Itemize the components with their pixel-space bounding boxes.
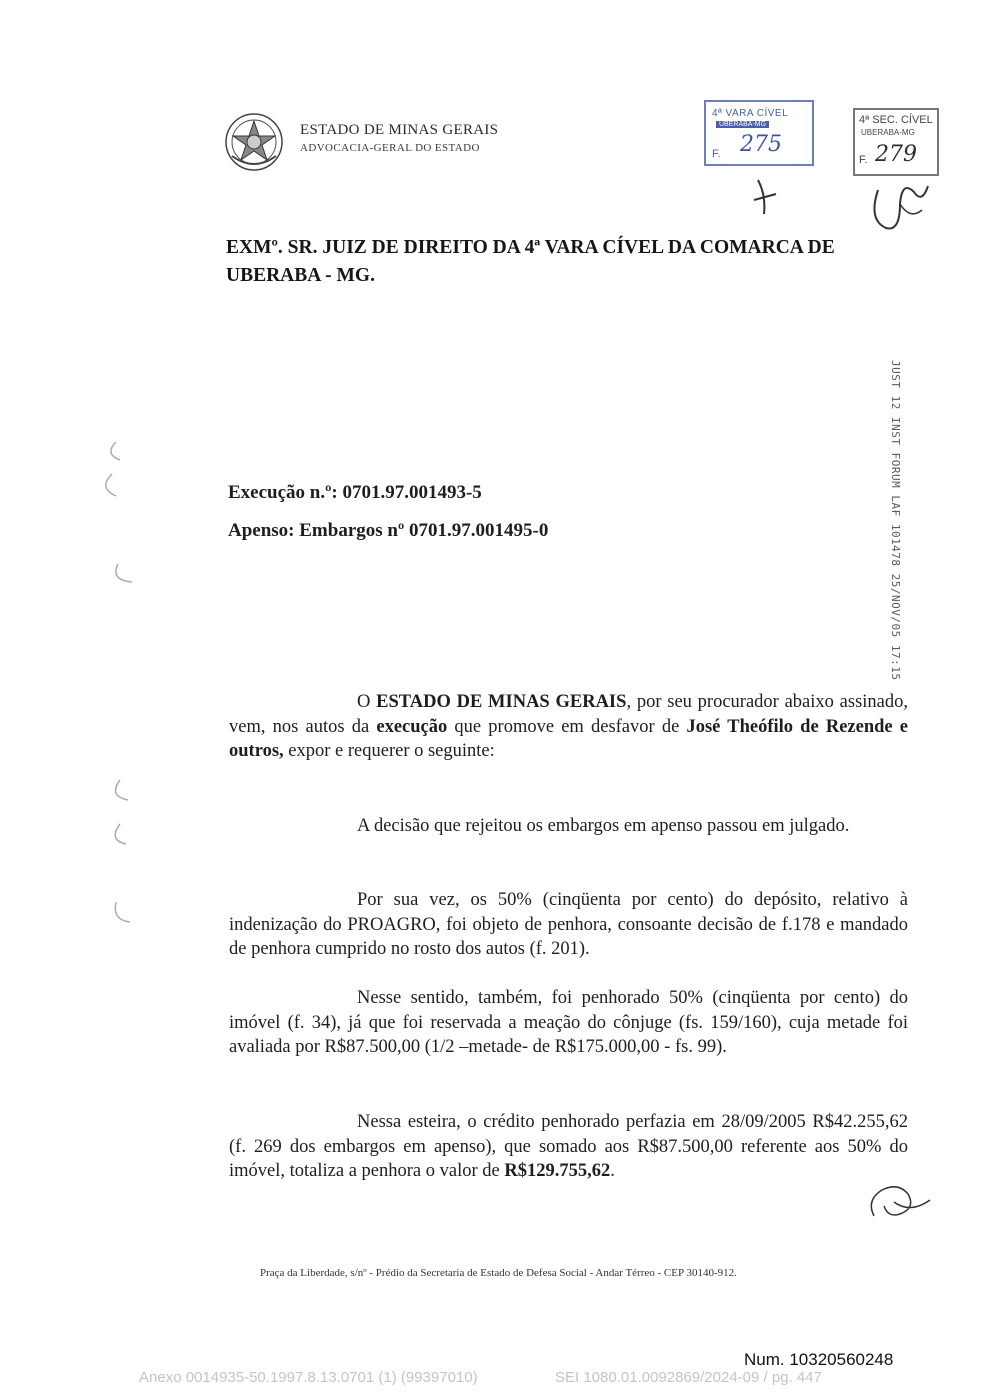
stamp-city: UBERABA-MG: [716, 121, 769, 128]
attachment-value: 0701.97.001495-0: [409, 520, 549, 541]
defendant-name: José Theófilo de Rezende e outros,: [229, 716, 908, 761]
execution-value: 0701.97.001493-5: [342, 482, 482, 503]
stamp-title: 4ª SEC. CÍVEL: [859, 114, 933, 126]
annex-reference: Anexo 0014935-50.1997.8.13.0701 (1) (99397010): [139, 1369, 478, 1386]
paragraph-total: Nessa esteira, o crédito penhorado perfazia em 28/09/2005 R$42.255,62 (f. 269 dos embargos em apenso), que somado aos R$87.500,00 referente aos 50% do imóvel, totaliza a penhora o valor de R$129.755,62.: [229, 1112, 908, 1181]
paragraph-intro: O ESTADO DE MINAS GERAIS, por seu procurador abaixo assinado, vem, nos autos da execução que promove em desfavor de José Theófilo de Rezende e outros, expor e requerer o seguinte:: [229, 692, 908, 761]
court-stamp-left: [704, 100, 814, 166]
handwritten-initials: [750, 170, 940, 240]
stamp-folio-label: F.: [712, 148, 721, 160]
letterhead-subtitle: ADVOCACIA-GERAL DO ESTADO: [300, 142, 480, 154]
addressee-heading: EXMº. SR. JUIZ DE DIREITO DA 4ª VARA CÍVEL DA COMARCA DE UBERABA - MG.: [226, 237, 835, 286]
protocol-stamp: JUST 12 INST FORUM LAF 101478 25/NOV/05 17:15: [889, 360, 902, 681]
hole-punch-marks: [94, 440, 144, 940]
stamp-folio-label: F.: [859, 154, 868, 166]
court-stamp-right: [853, 108, 939, 176]
stamp-city: UBERABA-MG: [861, 128, 915, 137]
handwritten-rubric: [864, 1180, 934, 1226]
execution-label: Execução n.º:: [228, 482, 338, 503]
coat-of-arms-icon: [224, 112, 284, 172]
paragraph-decision: A decisão que rejeitou os embargos em apenso passou em julgado.: [357, 816, 850, 836]
document-number: Num. 10320560248: [744, 1350, 894, 1369]
sei-reference: SEI 1080.01.0092869/2024-09 / pg. 447: [555, 1369, 822, 1386]
action-type: execução: [376, 716, 448, 737]
footer-address: Praça da Liberdade, s/nº - Prédio da Secretaria de Estado de Defesa Social - Andar Térreo - CEP 30140-912.: [260, 1267, 737, 1279]
paragraph-deposit: Por sua vez, os 50% (cinqüenta por cento) do depósito, relativo à indenização do PROAGRO, foi objeto de penhora, consoante decisão de f.178 e mandado de penhora cumprido no rosto dos autos (f. 201).: [229, 890, 908, 959]
stamp-page-number: 279: [875, 142, 917, 167]
attachment-number: [228, 520, 548, 542]
party-name: ESTADO DE MINAS GERAIS: [376, 692, 627, 712]
stamp-page-number: 275: [740, 132, 782, 157]
execution-number: [228, 482, 482, 504]
total-amount: R$129.755,62: [504, 1161, 611, 1181]
letterhead-title: ESTADO DE MINAS GERAIS: [300, 122, 499, 138]
paragraph-property: Nesse sentido, também, foi penhorado 50% (cinqüenta por cento) do imóvel (f. 34), já que foi reservada a meação do cônjuge (fs. 159/160), cuja metade foi avaliada por R$87.500,00 (1/2 –metade- de R$175.000,00 - fs. 99).: [229, 988, 908, 1057]
attachment-label: Apenso: Embargos nº: [228, 520, 405, 541]
stamp-title: 4ª VARA CÍVEL: [712, 108, 789, 119]
